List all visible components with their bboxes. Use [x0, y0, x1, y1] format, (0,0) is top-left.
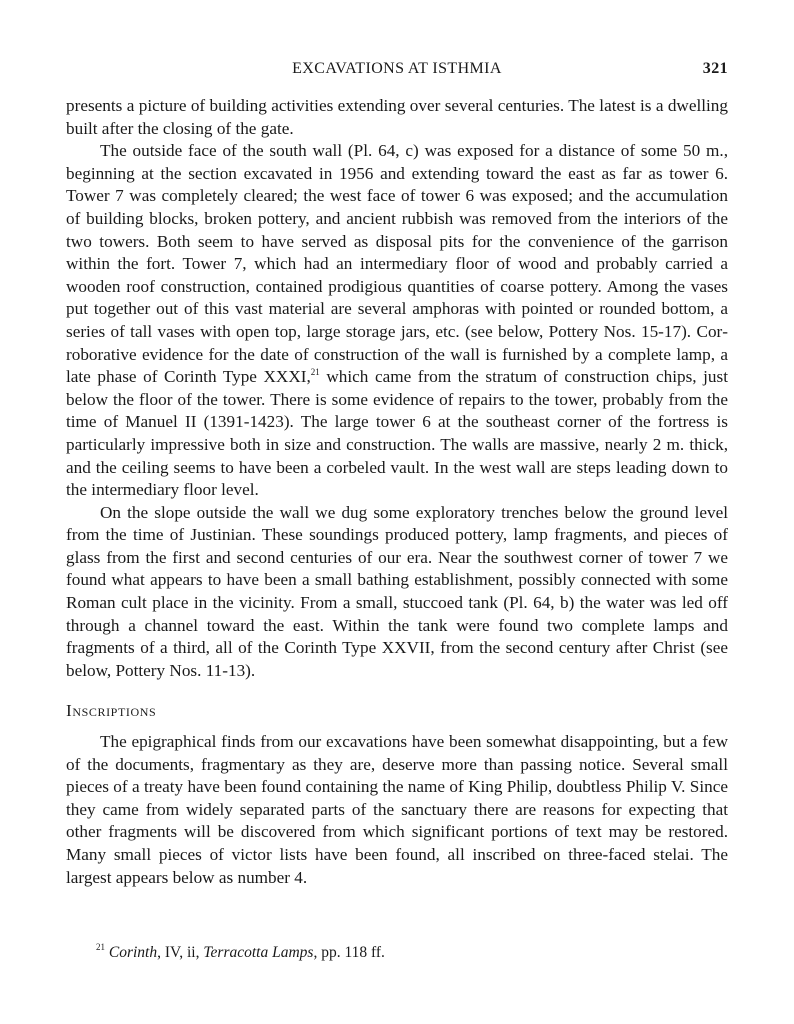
footnote-volume: , IV, ii,: [157, 944, 204, 961]
footnote-subtitle: Terracotta Lamps: [203, 944, 314, 961]
section-heading-inscriptions: Inscriptions: [66, 701, 157, 721]
paragraph-1: presents a picture of building activities extending over several centuries. The latest is a dwelling built after the closing of the gate.: [66, 96, 728, 138]
inscriptions-paragraph: The epigraphical finds from our excavations have been somewhat disappointing, but a few of the documents, fragmentary as they are, deserve more than passing notice. Several small pieces of a treaty have been found containing the name of King Philip, doubtless Philip V. Since they came from widely separated parts of the sanctuary there are reasons for expecting that other fragments will be discovered from which significant portions of text may be restored. Many small pieces of victor lists have been found, all inscribed on three-faced stelai. The largest appears below as number 4.: [66, 732, 728, 887]
paragraph-2-part-2: which came from the stratum of construction chips, just below the floor of the tower. There is some evidence of repairs to the tower, probably from the time of Manuel II (1391-1423). The large tower 6 at the southeast corner of the fortress is particularly impressive both in size and construction. The walls are massive, nearly 2 m. thick, and the ceiling seems to have been a corbeled vault. In the west wall are steps leading down to the intermediary floor level.: [66, 367, 728, 500]
main-text: [66, 95, 728, 889]
paragraph-2: [66, 140, 728, 502]
paragraph-2-part-1: The outside face of the south wall (Pl. 64, c) was exposed for a distance of some 50 m., beginning at the section excavated in 1956 and extending toward the east as far as tower 6. Tower 7 was completely cleared; the west face of tower 6 was exposed; and the accumulation of building blocks, broken pottery, and ancient rubbish was removed from the interiors of the two towers. Both seem to have served as disposal pits for the convenience of the garrison within the fort. Tower 7, which had an intermediary floor of wood and probably carried a wooden roof construction, contained prodigious quantities of coarse pottery. Among the vases put together out of this vast material are several amphoras with pointed or rounded bottom, a series of tall vases with open top, large storage jars, etc. (see below, Pottery Nos. 15-17). Corroborative evidence for the date of construction of the wall is furnished by a complete lamp, a late phase of Corinth Type XXXI,: [66, 141, 728, 387]
paragraph-3: On the slope outside the wall we dug some exploratory trenches below the ground level from the time of Justinian. These soundings produced pottery, lamp fragments, and pieces of glass from the first and second centuries of our era. Near the southwest corner of tower 7 we found what appears to have been a small bathing establishment, possibly connected with some Roman cult place in the vicinity. From a small, stuccoed tank (Pl. 64, b) the water was led off through a channel toward the east. Within the tank were found two complete lamps and fragments of a third, all of the Corinth Type XXVII, from the second century after Christ (see below, Pottery Nos. 11-13).: [66, 502, 728, 680]
footnote-pages: , pp. 118 ff.: [313, 944, 385, 961]
footnote: [96, 943, 726, 963]
running-title: EXCAVATIONS AT ISTHMIA: [292, 60, 502, 77]
page-number: 321: [702, 60, 728, 77]
footnote-title: Corinth: [108, 944, 158, 961]
footnote-number: 21: [96, 942, 105, 952]
footnote-reference[interactable]: 21: [310, 367, 320, 378]
page-header: [66, 60, 728, 82]
